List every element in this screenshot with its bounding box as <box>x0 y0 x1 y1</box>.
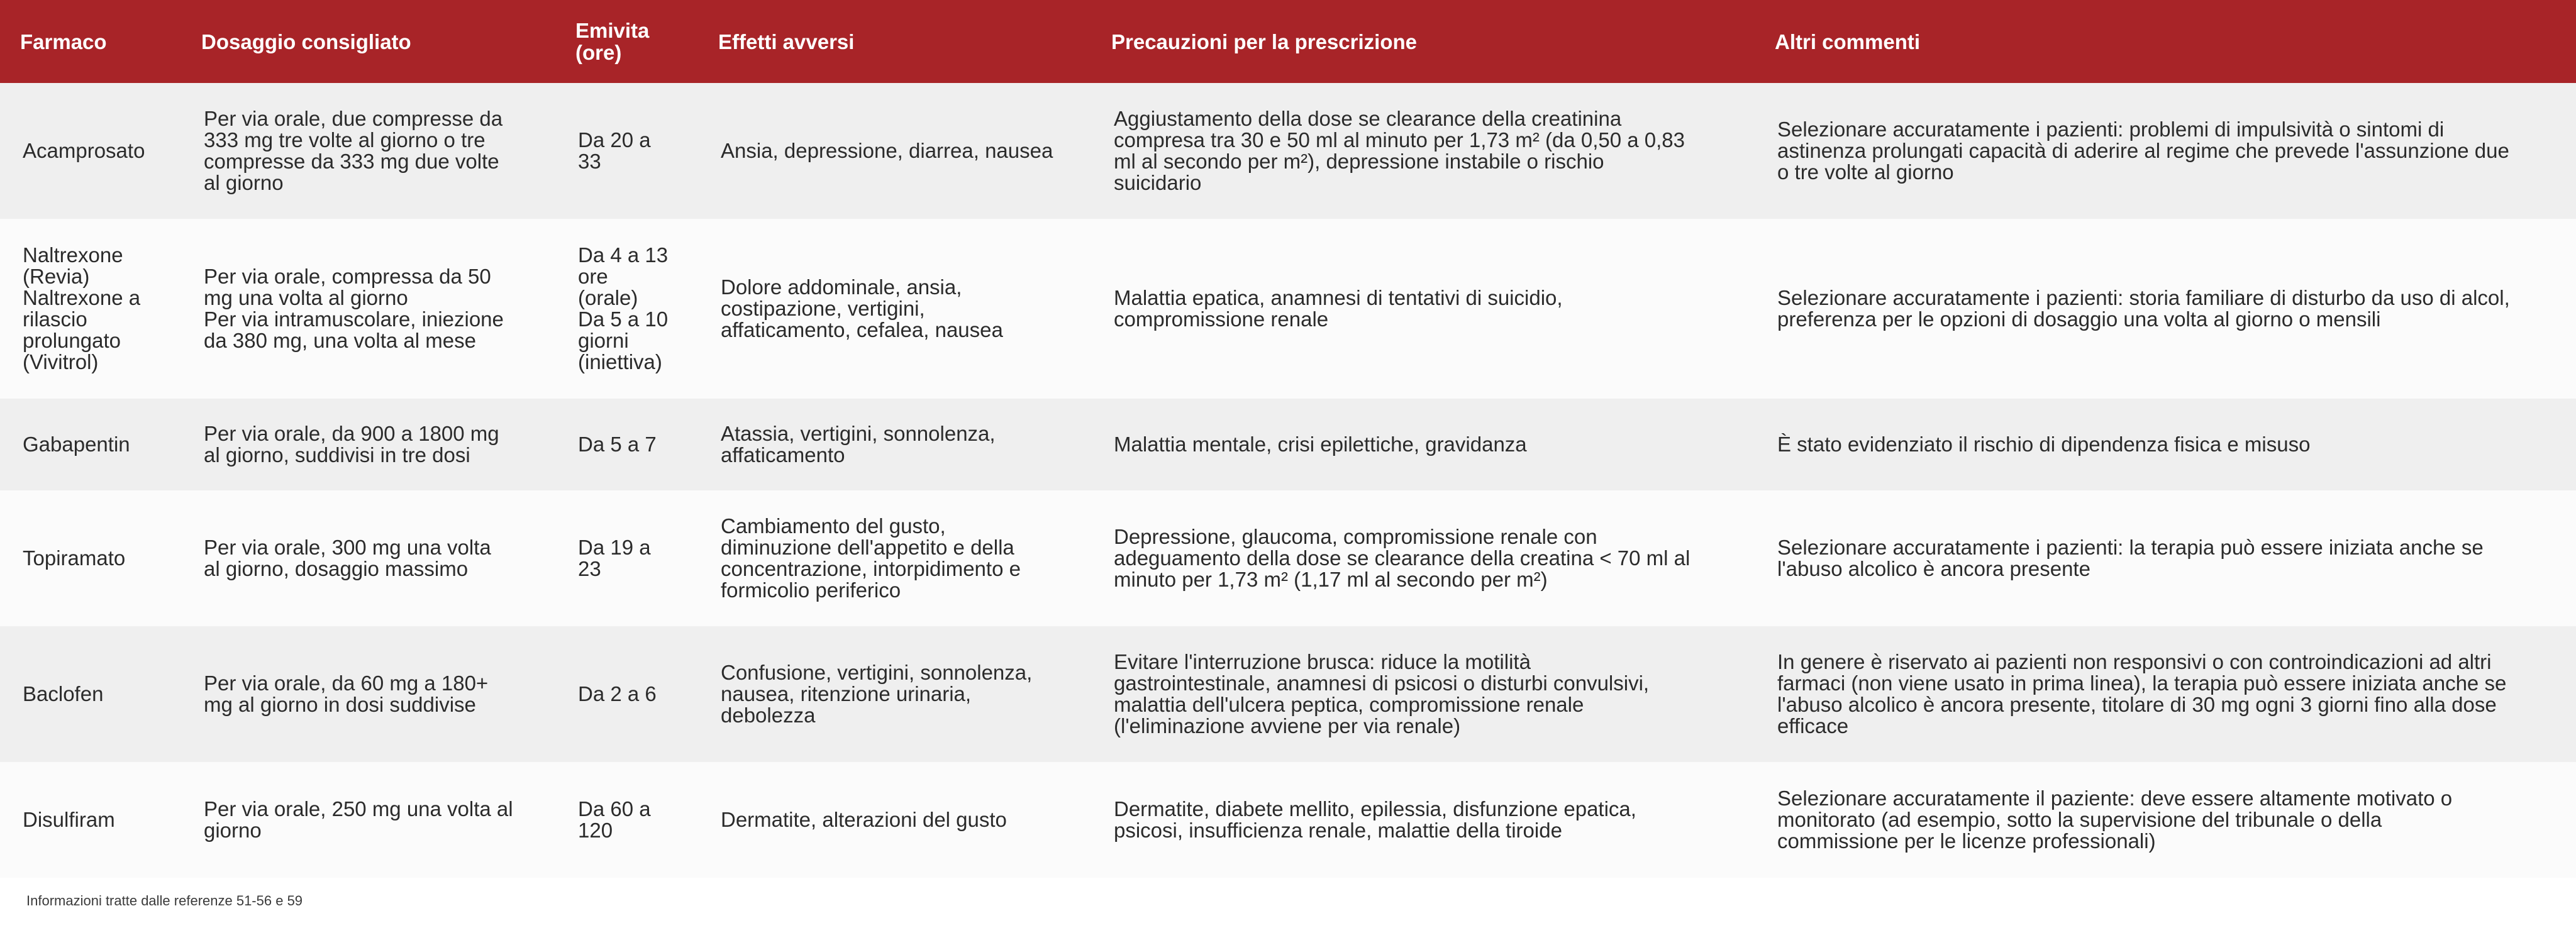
cell-commenti: È stato evidenziato il rischio di dipendenza fisica e misuso <box>1777 433 2311 456</box>
cell-precauzioni: Evitare l'interruzione brusca: riduce la motilità gastrointestinale, anamnesi di psicosi o disturbi convulsivi, malattia dell'ulcera peptica, compromissione renale (l'eliminazione avviene per via renale) <box>1114 650 1650 737</box>
header-precauzioni: Precauzioni per la prescrizione <box>1111 30 1418 53</box>
header-farmaco: Farmaco <box>20 30 107 53</box>
cell-farmaco: Topiramato <box>23 546 126 570</box>
cell-precauzioni: Malattia epatica, anamnesi di tentativi di suicidio, compromissione renale <box>1114 286 1563 331</box>
cell-emivita: Da 20 a 33 <box>578 128 651 173</box>
cell-farmaco: Disulfiram <box>23 808 115 831</box>
table-row <box>0 219 2576 399</box>
cell-precauzioni: Malattia mentale, crisi epilettiche, gravidanza <box>1114 433 1527 456</box>
cell-commenti: Selezionare accuratamente il paziente: deve essere altamente motivato o monitorato (ad esempio, sotto la supervisione del tribunale o della commissione per le licenze professionali) <box>1777 787 2453 853</box>
table-row <box>0 626 2576 762</box>
cell-commenti: In genere è riservato ai pazienti non responsivi o con controindicazioni ad altri farmaci (non viene usato in prima linea), la terapia può essere iniziata anche se l'abuso alcolico è ancora presente, titolare di 30 mg ogni 3 giorni fino alla dose efficace <box>1777 650 2507 737</box>
cell-dosaggio: Per via orale, due compresse da 333 mg tre volte al giorno o tre compresse da 333 mg due volte al giorno <box>204 107 503 194</box>
cell-effetti: Atassia, vertigini, sonnolenza, affaticamento <box>721 422 996 467</box>
cell-dosaggio: Per via orale, compressa da 50 mg una volta al giorno Per via intramuscolare, iniezione da 380 mg, una volta al mese <box>204 265 504 352</box>
table-header <box>0 0 2576 83</box>
table-row <box>0 83 2576 219</box>
cell-farmaco: Baclofen <box>23 682 104 705</box>
cell-effetti: Dermatite, alterazioni del gusto <box>721 808 1007 831</box>
header-effetti: Effetti avversi <box>718 30 855 53</box>
cell-emivita: Da 60 a 120 <box>578 797 651 842</box>
cell-farmaco: Gabapentin <box>23 433 130 456</box>
cell-emivita: Da 2 a 6 <box>578 682 657 705</box>
cell-dosaggio: Per via orale, da 60 mg a 180+ mg al giorno in dosi suddivise <box>204 671 489 716</box>
cell-commenti: Selezionare accuratamente i pazienti: la terapia può essere iniziata anche se l'abuso alcolico è ancora presente <box>1777 536 2484 580</box>
cell-precauzioni: Dermatite, diabete mellito, epilessia, disfunzione epatica, psicosi, insufficienza renale, malattie della tiroide <box>1114 797 1636 842</box>
cell-dosaggio: Per via orale, 300 mg una volta al giorno, dosaggio massimo <box>204 536 491 580</box>
footnote: Informazioni tratte dalle referenze 51-56 e 59 <box>26 893 303 909</box>
cell-emivita: Da 19 a 23 <box>578 536 651 580</box>
cell-commenti: Selezionare accuratamente i pazienti: problemi di impulsività o sintomi di astinenza prolungati capacità di aderire al regime che prevede l'assunzione due o tre volte al giorno <box>1777 118 2509 184</box>
cell-dosaggio: Per via orale, da 900 a 1800 mg al giorno, suddivisi in tre dosi <box>204 422 499 467</box>
cell-effetti: Cambiamento del gusto, diminuzione dell'appetito e della concentrazione, intorpidimento e formicolio periferico <box>721 514 1021 602</box>
cell-effetti: Dolore addominale, ansia, costipazione, vertigini, affaticamento, cefalea, nausea <box>721 275 1003 341</box>
cell-farmaco: Naltrexone (Revia) Naltrexone a rilascio prolungato (Vivitrol) <box>23 243 141 373</box>
cell-precauzioni: Depressione, glaucoma, compromissione renale con adeguamento della dose se clearance della creatina < 70 ml al minuto per 1,73 m² (1,17 ml al secondo per m²) <box>1114 525 1690 591</box>
cell-emivita: Da 4 a 13 ore (orale) Da 5 a 10 giorni (iniettiva) <box>578 243 669 373</box>
table-row <box>0 399 2576 490</box>
cell-commenti: Selezionare accuratamente i pazienti: storia familiare di disturbo da uso di alcol, preferenza per le opzioni di dosaggio una volta al giorno o mensili <box>1777 286 2510 331</box>
cell-dosaggio: Per via orale, 250 mg una volta al giorno <box>204 797 513 842</box>
table-row <box>0 762 2576 878</box>
header-dosaggio: Dosaggio consigliato <box>201 30 411 53</box>
cell-emivita: Da 5 a 7 <box>578 433 657 456</box>
cell-effetti: Ansia, depressione, diarrea, nausea <box>721 139 1053 162</box>
cell-precauzioni: Aggiustamento della dose se clearance della creatinina compresa tra 30 e 50 ml al minuto per 1,73 m² (da 0,50 a 0,83 ml al secondo per m²), depressione instabile o rischio suicidario <box>1114 107 1685 194</box>
table-row <box>0 490 2576 626</box>
header-commenti: Altri commenti <box>1775 30 1921 53</box>
cell-effetti: Confusione, vertigini, sonnolenza, nausea, ritenzione urinaria, debolezza <box>721 661 1033 727</box>
header-emivita: Emivita (ore) <box>575 19 650 64</box>
cell-farmaco: Acamprosato <box>23 139 145 162</box>
